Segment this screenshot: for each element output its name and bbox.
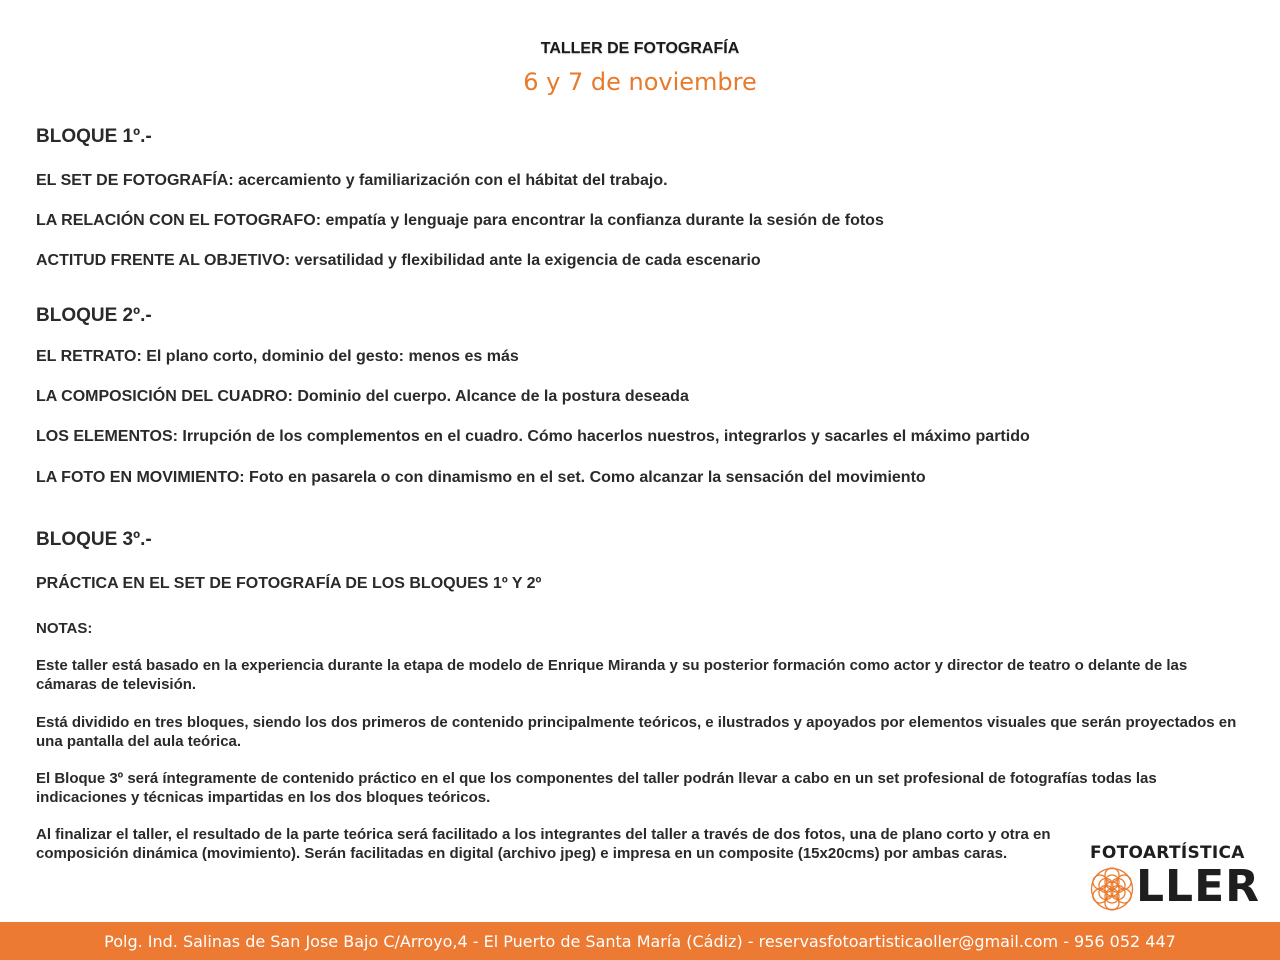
note-paragraph: Está dividido en tres bloques, siendo los dos primeros de contenido principalmente teóricos, e ilustrados y apoyados por elementos visuales que serán proyectados en una pantalla del aula teórica. xyxy=(36,714,1237,750)
bloque-2-item: EL RETRATO: El plano corto, dominio del gesto: menos es más xyxy=(36,348,519,365)
bloque-1-item: ACTITUD FRENTE AL OBJETIVO: versatilidad y flexibilidad ante la exigencia de cada escenario xyxy=(36,252,761,269)
note-paragraph: Al finalizar el taller, el resultado de la parte teórica será facilitado a los integrantes del taller a través de dos fotos, una de plano corto y otra en composición dinámica (movimiento). Serán facilitadas en digital (archivo jpeg) e impresa en un composite (15x20cms) por ambas caras. xyxy=(36,826,1051,862)
notes-label: NOTAS: xyxy=(36,620,93,637)
bloque-3-item: PRÁCTICA EN EL SET DE FOTOGRAFÍA DE LOS BLOQUES 1º Y 2º xyxy=(36,575,542,592)
logo-word: LLER xyxy=(1136,861,1261,912)
footer-bar xyxy=(0,922,1280,960)
bloque-1-item: EL SET DE FOTOGRAFÍA: acercamiento y familiarización con el hábitat del trabajo. xyxy=(36,172,668,189)
mandala-icon xyxy=(1090,867,1134,911)
page-title: TALLER DE FOTOGRAFÍA xyxy=(540,40,740,57)
brand-logo xyxy=(1088,843,1261,913)
note-paragraph: El Bloque 3º será íntegramente de contenido práctico en el que los componentes del taller podrán llevar a cabo en un set profesional de fotografías todas las indicaciones y técnicas impartidas en los dos bloques teóricos. xyxy=(36,770,1157,806)
bloque-2-item: LA COMPOSICIÓN DEL CUADRO: Dominio del cuerpo. Alcance de la postura deseada xyxy=(36,388,689,405)
event-date: 6 y 7 de noviembre xyxy=(523,68,757,96)
bloque-2-heading: BLOQUE 2º.- xyxy=(36,305,152,326)
logo-top-text: FOTOARTÍSTICA xyxy=(1090,843,1245,863)
footer-contact-text: Polg. Ind. Salinas de San Jose Bajo C/Arroyo,4 - El Puerto de Santa María (Cádiz) - reservasfotoartisticaoller@gmail.com - 956 052 447 xyxy=(104,931,1176,951)
bloque-2-item: LOS ELEMENTOS: Irrupción de los complementos en el cuadro. Cómo hacerlos nuestros, integrarlos y sacarles el máximo partido xyxy=(36,428,1030,445)
bloque-1-heading: BLOQUE 1º.- xyxy=(36,126,152,147)
bloque-2-item: LA FOTO EN MOVIMIENTO: Foto en pasarela o con dinamismo en el set. Como alcanzar la sensación del movimiento xyxy=(36,469,926,486)
note-paragraph: Este taller está basado en la experiencia durante la etapa de modelo de Enrique Miranda y su posterior formación como actor y director de teatro o delante de las cámaras de televisión. xyxy=(36,657,1188,693)
bloque-1-item: LA RELACIÓN CON EL FOTOGRAFO: empatía y lenguaje para encontrar la confianza durante la sesión de fotos xyxy=(36,212,884,229)
bloque-3-heading: BLOQUE 3º.- xyxy=(36,529,152,550)
